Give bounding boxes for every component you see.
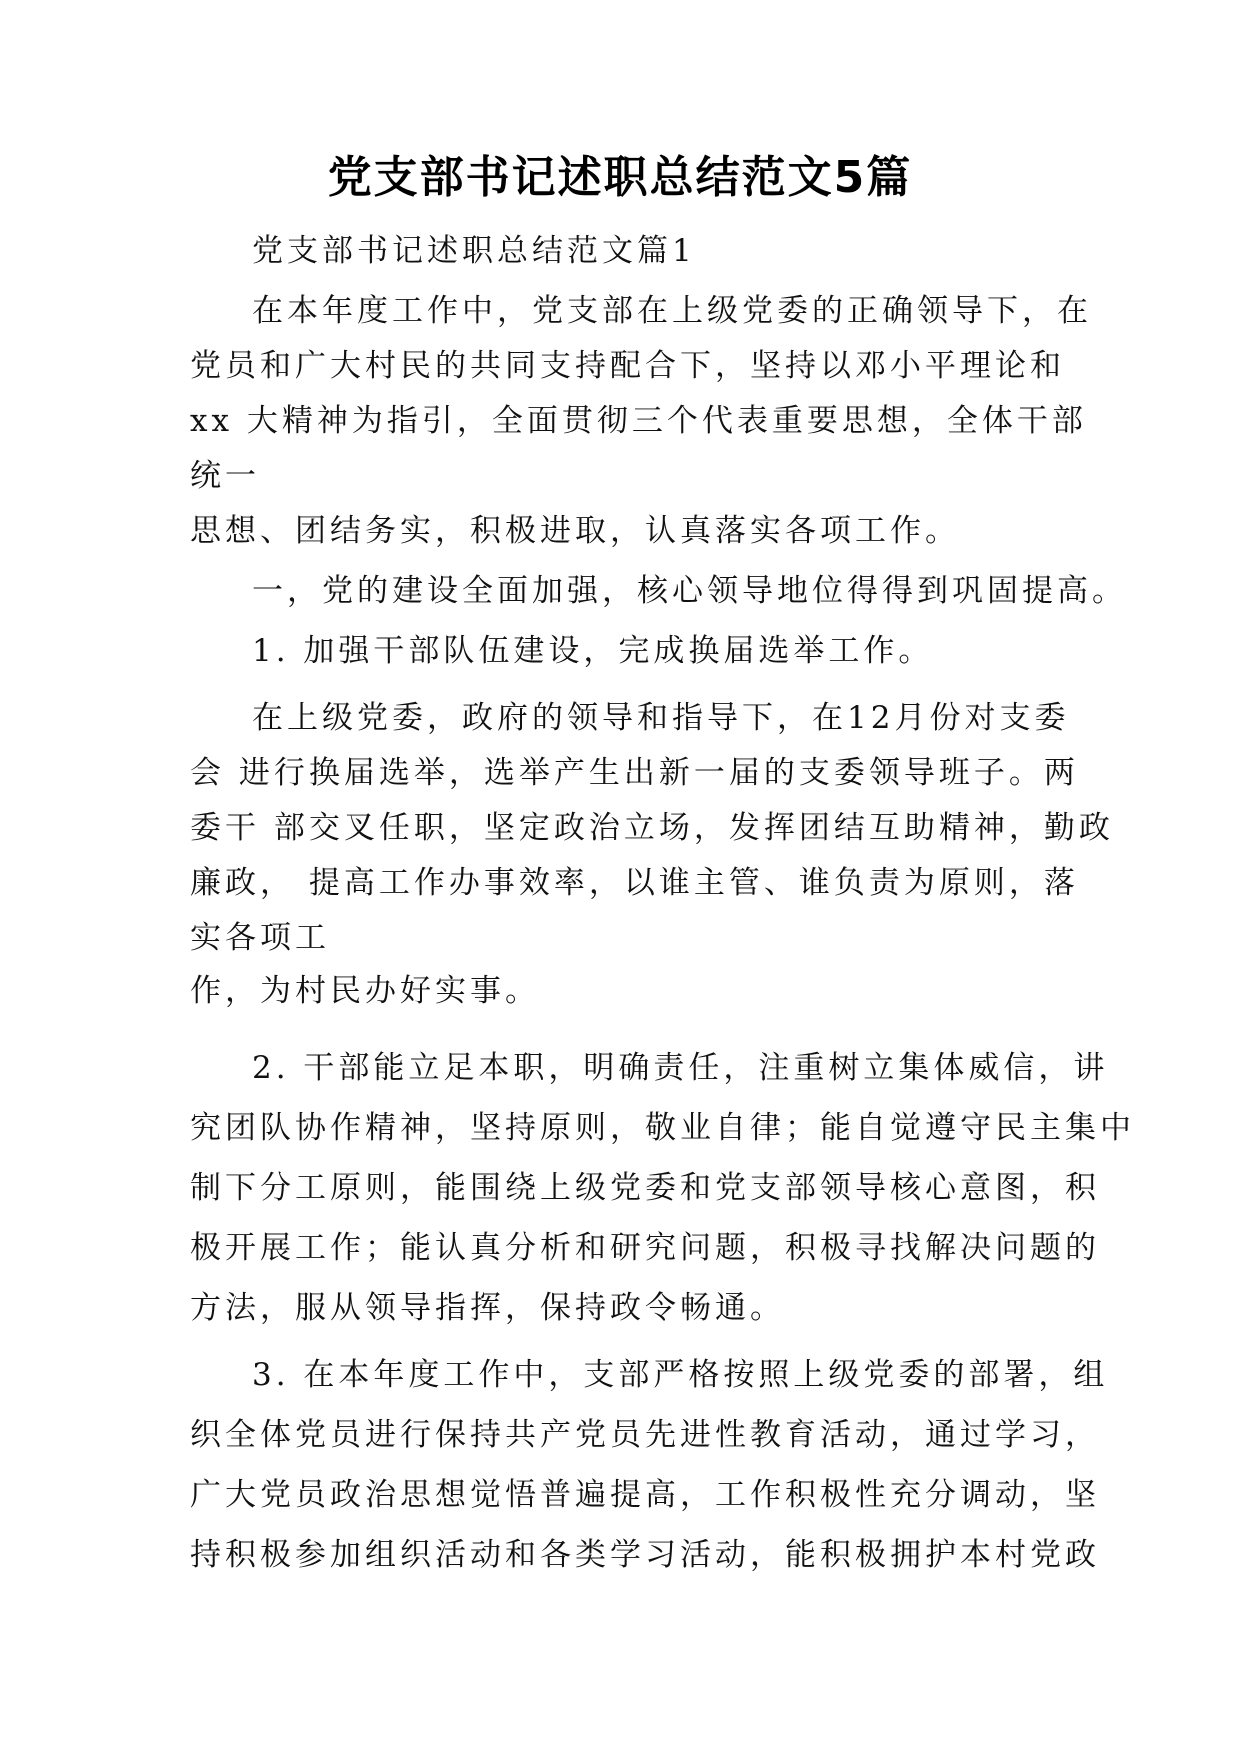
document-title: 党支部书记述职总结范文5篇 xyxy=(327,152,913,203)
paragraph-line: 廉政， 提高工作办事效率，以谁主管、谁负责为原则，落 xyxy=(190,865,1079,901)
paragraph-line: xx 大精神为指引，全面贯彻三个代表重要思想，全体干部 xyxy=(190,403,1087,439)
paragraph-line: 究团队协作精神，坚持原则，敬业自律；能自觉遵守民主集中 xyxy=(190,1110,1135,1146)
list-item-line: 3. 在本年度工作中，支部严格按照上级党委的部署，组 xyxy=(252,1357,1109,1393)
section-heading: 党支部书记述职总结范文篇1 xyxy=(252,233,696,269)
paragraph-line: 织全体党员进行保持共产党员先进性教育活动，通过学习， xyxy=(190,1417,1100,1453)
paragraph-line: 制下分工原则，能围绕上级党委和党支部领导核心意图，积 xyxy=(190,1170,1100,1206)
paragraph-line: 一，党的建设全面加强，核心领导地位得得到巩固提高。 xyxy=(252,573,1127,609)
paragraph-line: 极开展工作；能认真分析和研究问题，积极寻找解决问题的 xyxy=(190,1230,1100,1266)
paragraph-line: 思想、团结务实，积极进取，认真落实各项工作。 xyxy=(190,513,960,549)
paragraph-line: 作，为村民办好实事。 xyxy=(190,973,540,1009)
paragraph-line: 方法，服从领导指挥，保持政令畅通。 xyxy=(190,1290,785,1326)
list-item-line: 1. 加强干部队伍建设，完成换届选举工作。 xyxy=(252,633,934,669)
list-item-line: 2. 干部能立足本职，明确责任，注重树立集体威信，讲 xyxy=(252,1050,1109,1086)
paragraph-line: 广大党员政治思想觉悟普遍提高，工作积极性充分调动，坚 xyxy=(190,1477,1100,1513)
paragraph-line: 会 进行换届选举，选举产生出新一届的支委领导班子。两 xyxy=(190,755,1079,791)
paragraph-line: 在上级党委，政府的领导和指导下，在12月份对支委 xyxy=(252,700,1070,736)
paragraph-line: 委干 部交叉任职，坚定政治立场，发挥团结互助精神，勤政 xyxy=(190,810,1114,846)
paragraph-line: 统一 xyxy=(190,458,260,494)
paragraph-line: 党员和广大村民的共同支持配合下，坚持以邓小平理论和 xyxy=(190,348,1065,384)
paragraph-line: 实各项工 xyxy=(190,920,330,956)
paragraph-line: 持积极参加组织活动和各类学习活动，能积极拥护本村党政 xyxy=(190,1537,1100,1573)
paragraph-line: 在本年度工作中，党支部在上级党委的正确领导下，在 xyxy=(252,293,1092,329)
